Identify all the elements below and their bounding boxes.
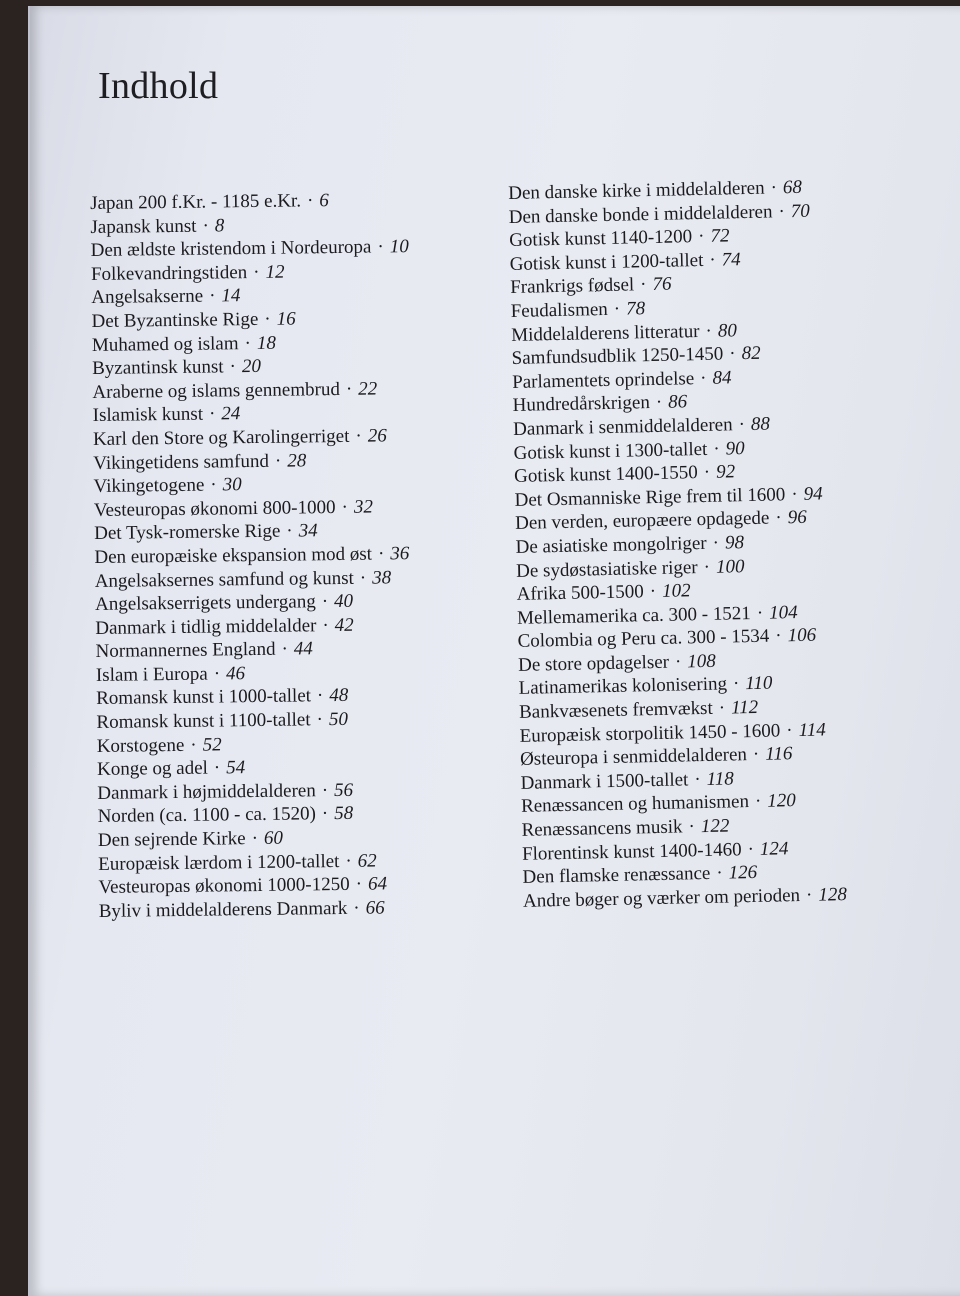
- toc-entry-title: Renæssancen og humanismen: [520, 791, 750, 818]
- toc-page-number: 118: [706, 768, 734, 790]
- toc-separator: ·: [791, 483, 798, 505]
- toc-page-number: 52: [202, 734, 222, 756]
- toc-entry-title: Renæssancens musik: [521, 816, 683, 841]
- toc-separator: ·: [697, 226, 705, 248]
- toc-separator: ·: [716, 862, 723, 885]
- toc-page-number: 124: [759, 837, 789, 860]
- toc-separator: ·: [703, 461, 711, 484]
- toc-entry-title: Colombia og Peru ca. 300 - 1534: [517, 625, 770, 653]
- toc-entry-title: Den danske kirke i middelalderen: [508, 177, 765, 204]
- toc-entry-title: Den ældste kristendom i Nordeuropa: [90, 236, 372, 262]
- toc-separator: ·: [613, 298, 621, 320]
- toc-separator: ·: [341, 496, 349, 518]
- toc-page-number: 60: [263, 827, 284, 849]
- toc-separator: ·: [655, 392, 663, 414]
- toc-entry-title: Vesteuropas økonomi 800-1000: [93, 496, 336, 521]
- toc-entry-title: Muhamed og islam: [91, 332, 239, 356]
- toc-page-number: 88: [750, 413, 771, 435]
- toc-separator: ·: [353, 897, 360, 919]
- toc-entry-title: Folkevandringstiden: [90, 261, 248, 285]
- toc-separator: ·: [705, 320, 713, 342]
- toc-entry-title: Romansk kunst i 1100-tallet: [96, 709, 311, 734]
- toc-separator: ·: [345, 378, 353, 400]
- book-page: [28, 6, 960, 1296]
- toc-entry-title: Araberne og islams gennembrud: [92, 378, 341, 403]
- toc-separator: ·: [756, 602, 764, 624]
- toc-separator: ·: [786, 719, 793, 741]
- toc-separator: ·: [213, 757, 221, 779]
- toc-entry-title: Den danske bonde i middelalderen: [508, 201, 773, 228]
- toc-separator: ·: [639, 274, 647, 296]
- toc-page-number: 50: [328, 708, 349, 731]
- toc-separator: ·: [345, 850, 352, 872]
- toc-separator: ·: [355, 425, 362, 447]
- toc-page-number: 66: [365, 897, 385, 919]
- toc-entry-title: Europæisk storpolitik 1450 - 1600: [519, 720, 781, 747]
- toc-page-number: 128: [818, 883, 848, 906]
- toc-entry-title: De sydøstasiatiske riger: [515, 556, 698, 582]
- toc-separator: ·: [377, 543, 385, 565]
- toc-entry-title: Mellemamerika ca. 300 - 1521: [516, 602, 752, 629]
- toc-page-number: 96: [787, 507, 807, 529]
- toc-separator: ·: [281, 638, 288, 660]
- toc-entry-title: Latinamerikas kolonisering: [518, 673, 728, 700]
- toc-entry-title: Danmark i 1500-tallet: [520, 769, 689, 794]
- toc-entry-title: Hundredårskrigen: [512, 392, 651, 417]
- toc-page-number: 102: [661, 580, 691, 602]
- toc-page-number: 18: [256, 332, 277, 354]
- toc-page-number: 74: [721, 248, 741, 271]
- toc-entry-title: Romansk kunst i 1000-tallet: [96, 685, 312, 710]
- toc-separator: ·: [775, 507, 782, 529]
- toc-page-number: 28: [287, 449, 307, 472]
- toc-separator: ·: [752, 744, 760, 766]
- toc-page-number: 58: [334, 803, 354, 825]
- toc-entry-title: De store opdagelser: [517, 651, 670, 676]
- toc-separator: ·: [213, 663, 221, 685]
- toc-separator: ·: [729, 343, 736, 365]
- toc-entry-title: Samfundsudblik 1250-1450: [511, 343, 724, 370]
- toc-entry-title: Østeuropa i senmiddelalderen: [519, 744, 748, 771]
- toc-entry-title: Islam i Europa: [95, 663, 208, 686]
- toc-separator: ·: [251, 828, 259, 850]
- toc-separator: ·: [649, 581, 657, 603]
- toc-separator: ·: [264, 308, 271, 330]
- toc-page-number: 106: [787, 624, 817, 647]
- toc-separator: ·: [274, 450, 282, 472]
- toc-separator: ·: [306, 190, 314, 212]
- toc-page-number: 98: [724, 532, 745, 554]
- toc-separator: ·: [713, 438, 720, 460]
- toc-entry-title: Europæisk lærdom i 1200-tallet: [98, 850, 340, 875]
- page-title: Indhold: [98, 65, 219, 107]
- toc-entry-title: Den sejrende Kirke: [97, 828, 246, 851]
- toc-page-number: 86: [667, 391, 688, 414]
- toc-page-number: 108: [687, 650, 717, 673]
- toc-entry-title: Norden (ca. 1100 - ca. 1520): [97, 803, 316, 828]
- toc-entry-title: Danmark i tidlig middelalder: [95, 614, 317, 639]
- toc-entry-title: Danmark i højmiddelalderen: [97, 780, 316, 804]
- toc-separator: ·: [321, 779, 329, 802]
- toc-page-number: 44: [293, 638, 313, 660]
- toc-separator: ·: [688, 816, 696, 838]
- toc-page-number: 126: [728, 862, 758, 884]
- toc-page-number: 12: [265, 261, 285, 283]
- toc-entry-title: Danmark i senmiddelalderen: [512, 414, 733, 440]
- toc-entry-title: De asiatiske mongolriger: [515, 532, 707, 558]
- toc-separator: ·: [229, 356, 237, 378]
- toc-page-number: 122: [700, 815, 730, 838]
- toc-page-number: 10: [389, 236, 409, 258]
- toc-entry-title: Den flamske renæssance: [522, 863, 711, 889]
- toc-entry-title: Angelsakserne: [91, 286, 204, 309]
- toc-entry-title: Florentinsk kunst 1400-1460: [521, 838, 742, 865]
- toc-page-number: 72: [710, 225, 730, 247]
- toc-entry-title: Vesteuropas økonomi 1000-1250: [98, 874, 350, 899]
- toc-page-number: 68: [782, 176, 803, 199]
- toc-entry-title: Normannernes England: [95, 639, 276, 663]
- toc-entry-title: Andre bøger og værker om perioden: [522, 884, 801, 912]
- toc-page-number: 38: [372, 566, 392, 589]
- toc-page-number: 114: [798, 719, 826, 741]
- toc-page-number: 6: [319, 190, 329, 212]
- toc-entry-title: Gotisk kunst i 1200-tallet: [509, 249, 704, 275]
- toc-separator: ·: [321, 803, 329, 825]
- toc-entry-title: Frankrigs fødsel: [509, 274, 635, 299]
- toc-page-number: 64: [367, 873, 388, 895]
- toc-entry-title: Vikingetogene: [93, 474, 205, 498]
- toc-page-number: 82: [741, 342, 761, 365]
- toc-entry-title: Japansk kunst: [90, 215, 197, 238]
- toc-separator: ·: [709, 249, 716, 271]
- toc-page-number: 20: [241, 356, 262, 378]
- toc-page-number: 100: [715, 555, 745, 578]
- toc-separator: ·: [253, 261, 260, 283]
- toc-entry-title: Konge og adel: [96, 757, 208, 781]
- toc-entry-title: Angelsakserrigets undergang: [94, 591, 316, 616]
- toc-page-number: 26: [367, 425, 387, 447]
- toc-entry-title: Gotisk kunst i 1300-tallet: [513, 438, 708, 464]
- toc-page-number: 116: [765, 743, 793, 765]
- toc-entry-title: Parlamentets oprindelse: [511, 367, 695, 393]
- toc-separator: ·: [316, 709, 324, 731]
- toc-separator: ·: [321, 591, 329, 613]
- toc-page-number: 32: [353, 496, 374, 518]
- toc-separator: ·: [778, 200, 786, 222]
- toc-entry-title: Afrika 500-1500: [516, 581, 645, 606]
- toc-page-number: 34: [298, 520, 318, 542]
- toc-page-number: 76: [652, 273, 672, 296]
- toc-separator: ·: [377, 236, 384, 258]
- toc-separator: ·: [770, 177, 778, 199]
- toc-page-number: 62: [357, 850, 377, 872]
- toc-entry-title: Karl den Store og Karolingerriget: [92, 425, 350, 450]
- toc-entry-title: Bankvæsenets fremvækst: [518, 697, 713, 723]
- toc-entry-title: Japan 200 f.Kr. - 1185 e.Kr.: [90, 190, 302, 214]
- toc-page-number: 30: [222, 474, 242, 496]
- toc-page-number: 90: [725, 437, 745, 460]
- toc-page-number: 16: [276, 308, 296, 330]
- toc-entry-title: Den verden, europæere opdagede: [514, 507, 770, 535]
- toc-separator: ·: [209, 285, 216, 307]
- toc-separator: ·: [190, 734, 197, 756]
- toc-separator: ·: [210, 474, 217, 496]
- toc-entry-title: Gotisk kunst 1400-1550: [513, 462, 699, 488]
- toc-page-number: 78: [625, 298, 646, 320]
- toc-separator: ·: [355, 873, 363, 896]
- toc-page-number: 70: [790, 200, 811, 222]
- toc-page-number: 110: [745, 673, 773, 695]
- toc-separator: ·: [316, 685, 324, 707]
- toc-page-number: 22: [358, 378, 378, 400]
- toc-separator: ·: [712, 532, 720, 554]
- toc-separator: ·: [732, 673, 740, 695]
- toc-separator: ·: [359, 567, 367, 589]
- toc-page-number: 84: [712, 367, 732, 389]
- toc-separator: ·: [699, 367, 707, 389]
- toc-page-number: 46: [225, 663, 246, 685]
- toc-page-number: 80: [717, 319, 738, 342]
- toc-separator: ·: [208, 403, 216, 425]
- toc-separator: ·: [703, 556, 711, 578]
- toc-column-right: [508, 173, 960, 913]
- toc-entry-title: Middelalderens litteratur: [510, 320, 700, 346]
- toc-separator: ·: [674, 651, 682, 673]
- toc-page-number: 104: [768, 601, 798, 624]
- toc-separator: ·: [805, 884, 813, 906]
- toc-page-number: 112: [730, 696, 759, 719]
- toc-entry-title: Den europæiske ekspansion mod øst: [94, 543, 373, 568]
- toc-page-number: 120: [767, 790, 797, 813]
- toc-page-number: 36: [390, 543, 410, 565]
- toc-page-number: 8: [214, 214, 225, 237]
- toc-separator: ·: [694, 768, 701, 791]
- toc-entry-title: Angelsaksernes samfund og kunst: [94, 567, 354, 592]
- toc-separator: ·: [754, 791, 762, 813]
- toc-page-number: 48: [329, 685, 349, 707]
- toc-page-number: 94: [803, 483, 823, 505]
- toc-entry: [99, 895, 509, 924]
- toc-entry-title: Byzantinsk kunst: [92, 356, 224, 380]
- toc-page-number: 24: [221, 403, 241, 425]
- toc-separator: ·: [202, 215, 209, 237]
- toc-entry-title: Islamisk kunst: [92, 403, 204, 427]
- toc-entry-title: Korstogene: [96, 734, 185, 757]
- toc-entry-title: Gotisk kunst 1140-1200: [509, 226, 693, 252]
- toc-entry-title: Det Tysk-romerske Rige: [94, 521, 281, 545]
- toc-separator: ·: [718, 697, 726, 719]
- toc-page-number: 54: [226, 757, 246, 779]
- toc-column-left: [90, 187, 509, 923]
- toc-entry-title: Det Osmanniske Rige frem til 1600: [514, 483, 786, 511]
- toc-separator: ·: [322, 614, 329, 636]
- toc-page-number: 42: [334, 614, 354, 636]
- toc-separator: ·: [747, 838, 755, 860]
- toc-entry-title: Vikingetidens samfund: [93, 450, 270, 474]
- toc-entry-title: Det Byzantinske Rige: [91, 308, 259, 332]
- toc-separator: ·: [244, 332, 252, 354]
- toc-page-number: 56: [333, 779, 354, 801]
- toc-entry-title: Feudalismen: [510, 298, 609, 322]
- toc-separator: ·: [775, 625, 782, 647]
- toc-separator: ·: [738, 414, 746, 436]
- toc-page-number: 92: [715, 461, 736, 483]
- toc-page-number: 40: [333, 590, 354, 613]
- toc-entry-title: Byliv i middelalderens Danmark: [98, 897, 348, 922]
- toc-page-number: 14: [221, 285, 241, 307]
- toc-separator: ·: [286, 520, 293, 542]
